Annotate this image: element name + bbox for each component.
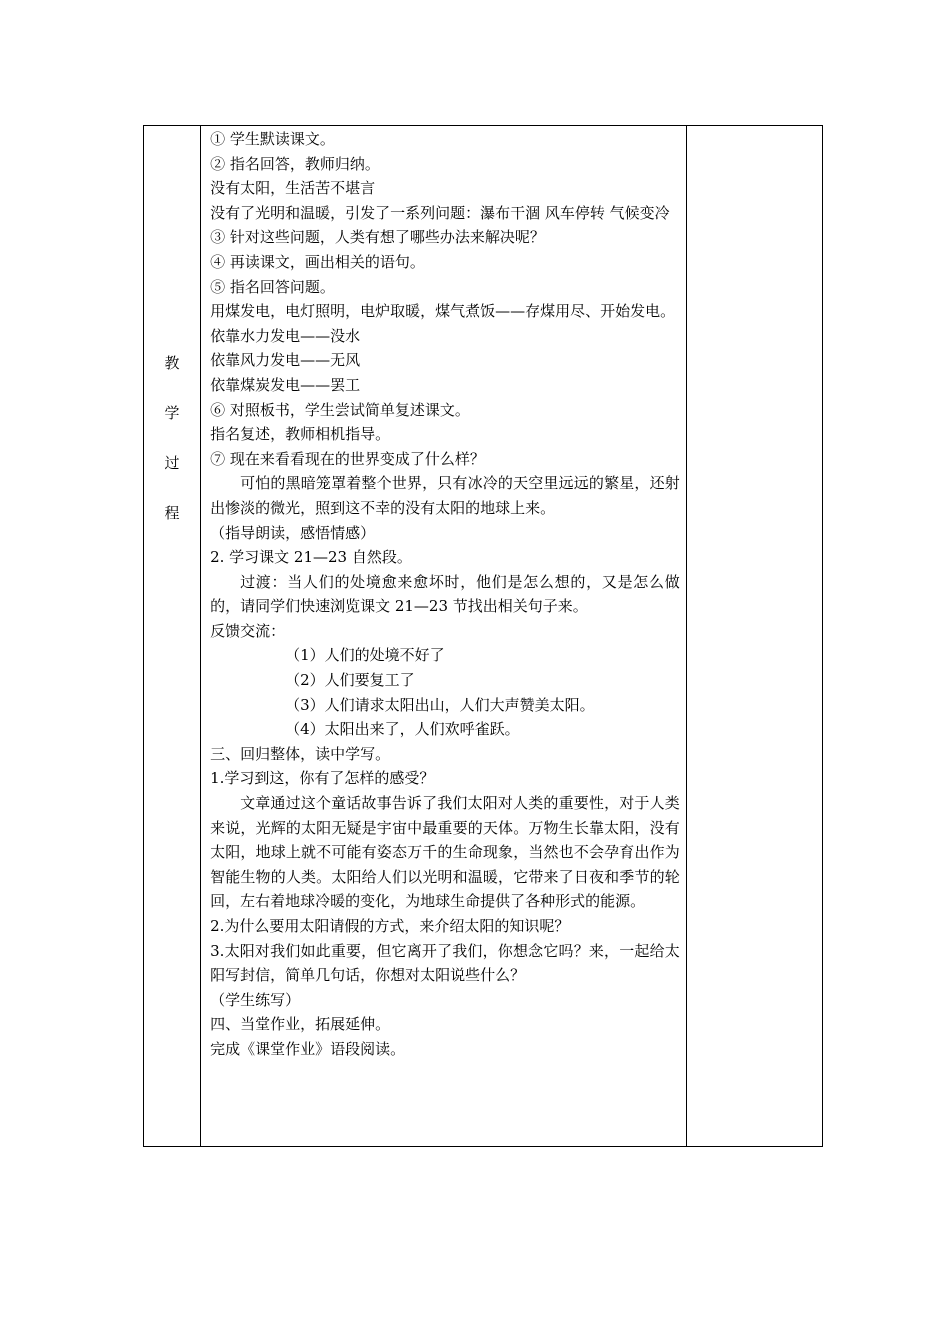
content-line: 反馈交流： <box>210 621 286 640</box>
table-row <box>144 126 823 1147</box>
content-line: 用煤发电，电灯照明，电炉取暖，煤气煮饭——存煤用尽、开始发电。 <box>210 302 676 321</box>
notes-cell <box>686 126 822 1147</box>
content-line: 指名复述，教师相机指导。 <box>210 425 391 444</box>
content-line: 可怕的黑暗笼罩着整个世界，只有冰冷的天空里远远的繁星，还射出惨淡的微光，照到这不幸的没有太阳的地球上来。 <box>210 474 680 517</box>
content-line: （2）人们要复工了 <box>285 671 415 690</box>
section-label-cell <box>144 126 201 1147</box>
content-line: 四、当堂作业，拓展延伸。 <box>210 1015 391 1034</box>
content-line: 3.太阳对我们如此重要，但它离开了我们，你想念它吗？来，一起给太阳写封信，简单几句话，你想对太阳说些什么？ <box>210 941 680 985</box>
content-line: 没有了光明和温暖，引发了一系列问题：瀑布干涸 风车停转 气候变冷 <box>210 203 670 222</box>
content-cell <box>201 126 687 1147</box>
content-line: 完成《课堂作业》语段阅读。 <box>210 1039 406 1058</box>
section-label-char: 程 <box>164 504 180 522</box>
content-line: （1）人们的处境不好了 <box>285 646 445 665</box>
section-label-char: 教 <box>164 354 180 372</box>
content-line: ① 学生默读课文。 <box>210 130 335 148</box>
section-label-char: 学 <box>164 404 180 422</box>
content-line: （指导朗读，感悟情感） <box>210 523 376 542</box>
section-label-char: 过 <box>164 454 180 472</box>
content-line: ⑤ 指名回答问题。 <box>210 277 335 296</box>
content-line: ③ 针对这些问题，人类有想了哪些办法来解决呢？ <box>210 228 545 247</box>
content-line: 依靠煤炭发电——罢工 <box>210 375 361 394</box>
content-line: 依靠风力发电——无风 <box>210 351 361 370</box>
content-line: 2.为什么要用太阳请假的方式，来介绍太阳的知识呢？ <box>210 917 570 935</box>
content-line: ⑥ 对照板书，学生尝试简单复述课文。 <box>210 400 470 419</box>
content-line: 依靠水力发电——没水 <box>210 326 361 345</box>
content-line: ⑦ 现在来看看现在的世界变成了什么样？ <box>210 449 485 468</box>
content-line: 过渡：当人们的处境愈来愈坏时，他们是怎么想的，又是怎么做的，请同学们快速浏览课文 21—23 节找出相关句子来。 <box>210 572 680 616</box>
content-line: 1.学习到这，你有了怎样的感受？ <box>210 769 435 788</box>
lesson-plan-table <box>143 125 823 1147</box>
content-text <box>210 127 680 1062</box>
content-line: ④ 再读课文，画出相关的语句。 <box>210 252 425 271</box>
content-line: 三、回归整体，读中学写。 <box>210 744 391 763</box>
content-line: ② 指名回答，教师归纳。 <box>210 154 380 173</box>
content-line: 2. 学习课文 21—23 自然段。 <box>210 548 412 567</box>
content-line: （学生练写） <box>210 990 301 1009</box>
content-line: 没有太阳，生活苦不堪言 <box>210 179 376 198</box>
content-line: 文章通过这个童话故事告诉了我们太阳对人类的重要性，对于人类来说，光辉的太阳无疑是宇宙中最重要的天体。万物生长靠太阳，没有太阳，地球上就不可能有姿态万千的生命现象，当然也不会孕育出作为智能生物的人类。太阳给人们以光明和温暖，它带来了日夜和季节的轮回，左右着地球冷暖的变化，为地球生命提供了各种形式的能源。 <box>210 794 680 911</box>
content-line: （4）太阳出来了，人们欢呼雀跃。 <box>285 720 520 739</box>
content-line: （3）人们请求太阳出山，人们大声赞美太阳。 <box>285 695 595 714</box>
section-label <box>144 351 200 551</box>
